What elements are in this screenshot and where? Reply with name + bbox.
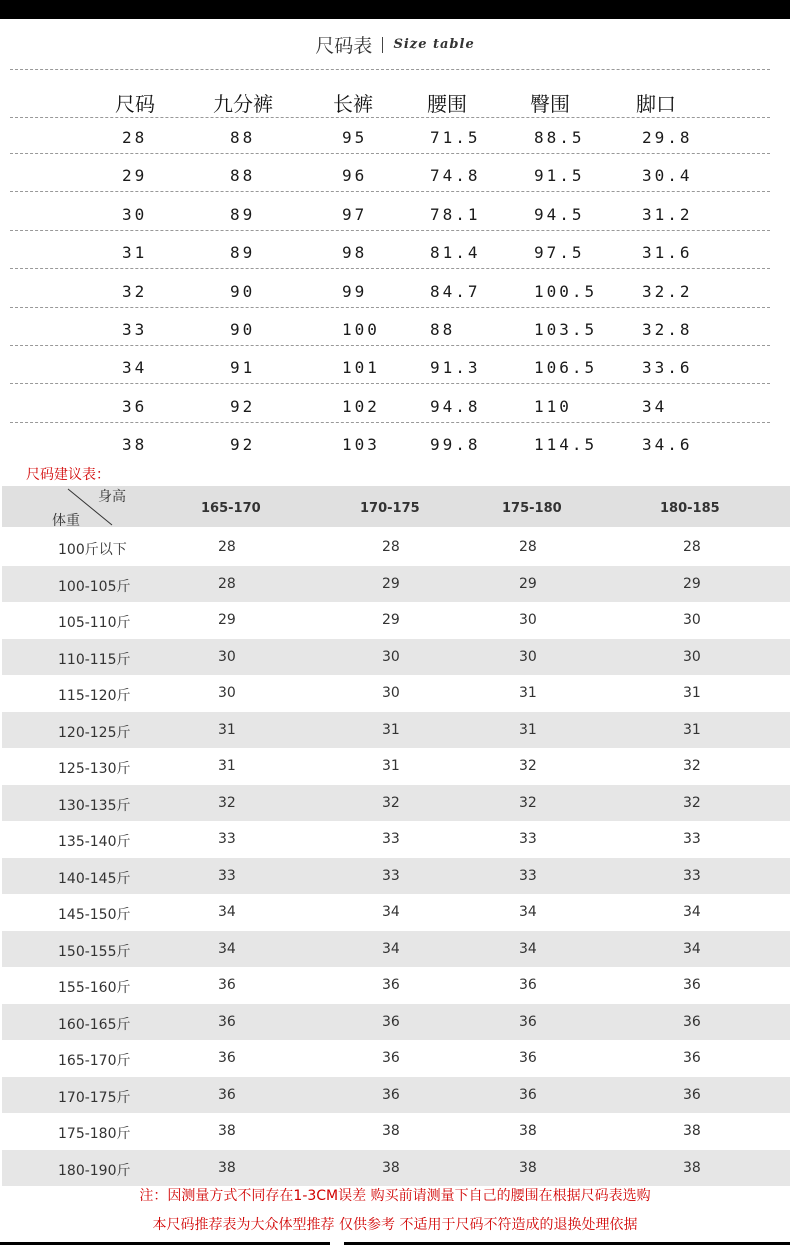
size-cell: 33 (382, 867, 400, 884)
title-divider (382, 37, 383, 53)
cell-waist: 88 (430, 320, 456, 339)
divider (10, 345, 770, 346)
size-cell: 29 (519, 575, 537, 592)
weight-cell: 125-130斤 (58, 761, 131, 777)
size-cell: 30 (382, 685, 400, 701)
size-cell: 31 (683, 685, 701, 701)
title-chinese: 尺码表 (315, 35, 373, 57)
table-row (2, 821, 790, 857)
cell-cropped: 89 (230, 243, 256, 263)
page-title (0, 31, 790, 58)
size-cell: 32 (683, 794, 701, 811)
cell-hip: 100.5 (534, 281, 598, 301)
weight-cell: 165-170斤 (58, 1053, 131, 1069)
divider (10, 191, 770, 192)
header-waist: 腰围 (427, 92, 467, 116)
cell-waist: 78.1 (430, 204, 481, 224)
size-cell: 38 (218, 1123, 236, 1139)
size-cell: 36 (683, 1050, 701, 1066)
height-col-2: 170-175 (360, 501, 420, 516)
cell-leg-opening: 34.6 (642, 435, 693, 455)
size-cell: 36 (218, 1013, 236, 1030)
note-line-2: 本尺码推荐表为大众体型推荐 仅供参考 不适用于尺码不符造成的退换处理依据 (152, 1217, 638, 1233)
table-row (2, 602, 790, 638)
weight-cell: 155-160斤 (58, 980, 131, 996)
size-cell: 38 (519, 1159, 537, 1176)
table-row (0, 320, 790, 342)
cell-leg-opening: 32.2 (642, 281, 693, 301)
size-cell: 36 (218, 1086, 236, 1103)
size-cell: 30 (218, 685, 236, 701)
divider (10, 117, 770, 118)
cell-long: 102 (342, 396, 380, 416)
size-cell: 32 (519, 794, 537, 811)
size-cell: 31 (683, 721, 701, 738)
height-col-4: 180-185 (660, 501, 720, 516)
divider (10, 69, 770, 70)
height-col-3: 175-180 (502, 501, 562, 516)
corner-weight-label: 体重 (52, 513, 80, 529)
cell-leg-opening: 32.8 (642, 320, 693, 339)
header-hip: 臀围 (530, 92, 570, 116)
size-cell: 32 (519, 758, 537, 774)
cell-long: 98 (342, 243, 368, 263)
cell-hip: 106.5 (534, 358, 598, 378)
weight-cell: 120-125斤 (58, 724, 131, 741)
divider (10, 268, 770, 269)
header-size: 尺码 (115, 92, 155, 116)
height-col-1: 165-170 (201, 501, 261, 516)
table-row (0, 282, 790, 304)
table-row (2, 675, 790, 711)
size-cell: 34 (519, 904, 537, 920)
table-row (2, 1040, 790, 1076)
size-cell: 33 (519, 831, 537, 847)
weight-cell: 160-165斤 (58, 1016, 131, 1033)
size-cell: 32 (683, 758, 701, 774)
size-cell: 29 (382, 612, 400, 628)
table-row (0, 243, 790, 265)
table-row (2, 712, 790, 748)
cell-size: 36 (122, 396, 148, 416)
table-row (2, 931, 790, 967)
cell-long: 96 (342, 166, 368, 186)
weight-cell: 175-180斤 (58, 1126, 131, 1142)
size-cell: 38 (218, 1159, 236, 1176)
size-cell: 28 (683, 539, 701, 555)
cell-waist: 91.3 (430, 358, 481, 378)
cell-waist: 74.8 (430, 166, 481, 186)
table-row (2, 967, 790, 1003)
divider (10, 230, 770, 231)
size-cell: 33 (382, 831, 400, 847)
weight-cell: 115-120斤 (58, 688, 131, 704)
table-row (2, 639, 790, 675)
cell-long: 95 (342, 128, 368, 147)
table-row (2, 1004, 790, 1040)
size-cell: 36 (683, 1013, 701, 1030)
weight-cell: 180-190斤 (58, 1162, 131, 1179)
table-row (2, 858, 790, 894)
header-cropped-pants: 九分裤 (213, 92, 273, 116)
cell-leg-opening: 31.2 (642, 204, 693, 224)
header-long-pants: 长裤 (333, 92, 373, 116)
weight-cell: 170-175斤 (58, 1089, 131, 1106)
size-cell: 34 (683, 904, 701, 920)
size-cell: 36 (519, 977, 537, 993)
size-cell: 33 (218, 831, 236, 847)
cell-hip: 94.5 (534, 204, 585, 224)
cell-leg-opening: 29.8 (642, 128, 693, 147)
cell-waist: 84.7 (430, 281, 481, 301)
cell-long: 101 (342, 358, 380, 378)
size-cell: 36 (683, 1086, 701, 1103)
table-row (0, 397, 790, 419)
cell-size: 34 (122, 358, 148, 378)
size-cell: 30 (519, 648, 537, 665)
recommend-label: 尺码建议表： (26, 467, 110, 483)
cell-hip: 110 (534, 396, 572, 416)
weight-cell: 135-140斤 (58, 834, 131, 850)
cell-cropped: 92 (230, 396, 256, 416)
table-row (2, 1150, 790, 1186)
size-cell: 28 (519, 539, 537, 555)
cell-cropped: 92 (230, 435, 256, 455)
size-cell: 31 (382, 758, 400, 774)
size-cell: 38 (683, 1159, 701, 1176)
size-cell: 36 (519, 1013, 537, 1030)
cell-leg-opening: 33.6 (642, 358, 693, 378)
size-cell: 28 (218, 539, 236, 555)
size-cell: 38 (519, 1123, 537, 1139)
size-cell: 29 (683, 575, 701, 592)
size-cell: 34 (519, 940, 537, 957)
size-cell: 36 (218, 977, 236, 993)
table-row (2, 529, 790, 565)
size-cell: 30 (218, 648, 236, 665)
cell-leg-opening: 30.4 (642, 166, 693, 186)
cell-cropped: 88 (230, 166, 256, 186)
size-cell: 33 (683, 867, 701, 884)
divider (10, 153, 770, 154)
weight-cell: 130-135斤 (58, 797, 131, 814)
table-row (0, 166, 790, 188)
size-cell: 32 (382, 794, 400, 811)
cell-cropped: 89 (230, 204, 256, 224)
size-cell: 31 (519, 685, 537, 701)
weight-cell: 110-115斤 (58, 651, 131, 668)
table-row (0, 128, 790, 150)
size-cell: 28 (218, 575, 236, 592)
size-cell: 30 (683, 612, 701, 628)
size-cell: 31 (218, 721, 236, 738)
size-cell: 38 (382, 1159, 400, 1176)
size-cell: 36 (683, 977, 701, 993)
table-row (0, 358, 790, 380)
size-cell: 34 (218, 940, 236, 957)
cell-waist: 94.8 (430, 396, 481, 416)
weight-cell: 140-145斤 (58, 870, 131, 887)
cell-size: 31 (122, 243, 148, 263)
size-cell: 36 (382, 1086, 400, 1103)
size-cell: 30 (382, 648, 400, 665)
weight-cell: 105-110斤 (58, 615, 131, 631)
size-cell: 30 (683, 648, 701, 665)
cell-size: 29 (122, 166, 148, 186)
cell-hip: 97.5 (534, 243, 585, 263)
cell-hip: 103.5 (534, 320, 598, 339)
size-cell: 31 (382, 721, 400, 738)
size-cell: 36 (218, 1050, 236, 1066)
size-table-header (0, 88, 790, 114)
table-row (2, 566, 790, 602)
size-cell: 32 (218, 794, 236, 811)
cell-cropped: 90 (230, 320, 256, 339)
size-cell: 29 (218, 612, 236, 628)
cell-waist: 99.8 (430, 435, 481, 455)
size-cell: 34 (382, 940, 400, 957)
weight-cell: 145-150斤 (58, 907, 131, 923)
cell-cropped: 90 (230, 281, 256, 301)
cell-long: 100 (342, 320, 380, 339)
cell-long: 97 (342, 204, 368, 224)
size-cell: 31 (218, 758, 236, 774)
cell-cropped: 91 (230, 358, 256, 378)
divider (10, 307, 770, 308)
size-cell: 36 (382, 1013, 400, 1030)
table-row (2, 1077, 790, 1113)
table-row (0, 435, 790, 457)
title-english: Size table (393, 37, 475, 52)
table-row (2, 894, 790, 930)
corner-height-label: 身高 (98, 489, 126, 505)
size-cell: 36 (519, 1086, 537, 1103)
size-cell: 33 (218, 867, 236, 884)
size-cell: 31 (519, 721, 537, 738)
divider (10, 383, 770, 384)
cell-waist: 81.4 (430, 243, 481, 263)
size-cell: 33 (683, 831, 701, 847)
cell-waist: 71.5 (430, 128, 481, 147)
cell-size: 32 (122, 281, 148, 301)
top-black-bar (0, 0, 790, 19)
cell-leg-opening: 34 (642, 396, 668, 416)
size-cell: 34 (218, 904, 236, 920)
divider (10, 422, 770, 423)
weight-cell: 150-155斤 (58, 943, 131, 960)
cell-long: 103 (342, 435, 380, 455)
header-leg-opening: 脚口 (636, 92, 676, 116)
cell-hip: 114.5 (534, 435, 598, 455)
cell-size: 33 (122, 320, 148, 339)
size-cell: 34 (683, 940, 701, 957)
table-row (2, 1113, 790, 1149)
table-row (2, 785, 790, 821)
size-cell: 30 (519, 612, 537, 628)
cell-long: 99 (342, 281, 368, 301)
weight-cell: 100斤以下 (58, 542, 127, 558)
cell-cropped: 88 (230, 128, 256, 147)
size-cell: 38 (382, 1123, 400, 1139)
size-cell: 38 (683, 1123, 701, 1139)
size-cell: 29 (382, 575, 400, 592)
size-cell: 28 (382, 539, 400, 555)
size-cell: 34 (382, 904, 400, 920)
cell-size: 30 (122, 204, 148, 224)
note-line-1: 注：因测量方式不同存在1-3CM误差 购买前请测量下自己的腰围在根据尺码表选购 (139, 1188, 651, 1204)
table-row (0, 205, 790, 227)
size-cell: 33 (519, 867, 537, 884)
size-cell: 36 (382, 977, 400, 993)
cell-hip: 91.5 (534, 166, 585, 186)
cell-size: 28 (122, 128, 148, 147)
size-cell: 36 (382, 1050, 400, 1066)
cell-hip: 88.5 (534, 128, 585, 147)
cell-size: 38 (122, 435, 148, 455)
table-row (2, 748, 790, 784)
recommend-table-header (2, 486, 790, 527)
size-cell: 36 (519, 1050, 537, 1066)
cell-leg-opening: 31.6 (642, 243, 693, 263)
weight-cell: 100-105斤 (58, 578, 131, 595)
